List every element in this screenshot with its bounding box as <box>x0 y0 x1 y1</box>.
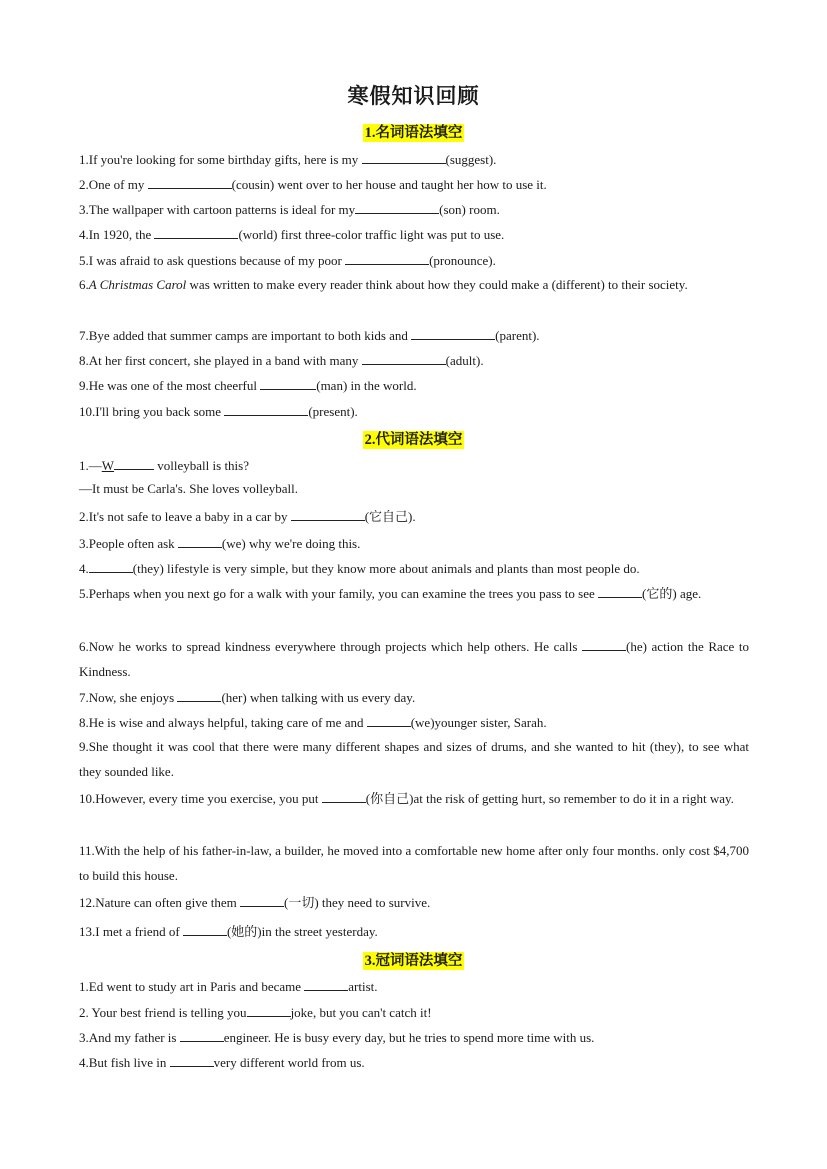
question-text: (一切) they need to survive. <box>284 895 431 910</box>
answer-blank[interactable] <box>180 1029 224 1042</box>
question-1-7 <box>79 327 749 344</box>
question-text: 12.Nature can often give them <box>79 895 240 910</box>
question-text: 4.In 1920, the <box>79 227 155 242</box>
question-text: (we) why we're doing this. <box>221 536 361 551</box>
question-text: artist. <box>348 979 378 994</box>
question-text: joke, but you can't catch it! <box>290 1005 432 1020</box>
question-1-4 <box>79 226 749 243</box>
answer-blank[interactable] <box>240 894 284 907</box>
question-text: 1.Ed went to study art in Paris and became <box>79 979 305 994</box>
question-1-2 <box>79 176 749 193</box>
question-text: (her) when talking with us every day. <box>221 690 416 705</box>
question-text: (cousin) went over to her house and taught her how to use it. <box>231 177 547 192</box>
question-text: 2.It's not safe to leave a baby in a car by <box>79 509 291 524</box>
question-text: (你自己)at the risk of getting hurt, so remember to do it in a right way. <box>365 791 734 806</box>
question-2-3 <box>79 535 749 552</box>
answer-blank[interactable] <box>183 923 227 936</box>
answer-blank[interactable] <box>260 377 316 390</box>
answer-blank[interactable] <box>224 403 308 416</box>
question-text: 5.Perhaps when you next go for a walk with your family, you can examine the trees you pass to see <box>79 586 599 601</box>
answer-blank[interactable] <box>322 790 366 803</box>
answer-blank[interactable] <box>178 535 222 548</box>
question-2-7 <box>79 689 749 706</box>
section-1-heading <box>0 121 827 142</box>
question-text: (world) first three-color traffic light was put to use. <box>238 227 505 242</box>
question-1-5 <box>79 252 749 269</box>
question-text: (它的) age. <box>642 586 702 601</box>
answer-blank[interactable] <box>362 352 446 365</box>
question-text: very different world from us. <box>213 1055 365 1070</box>
question-text: 7.Now, she enjoys <box>79 690 178 705</box>
question-text: volleyball is this? <box>154 458 249 473</box>
question-text: A Christmas Carol <box>88 277 187 292</box>
answer-blank[interactable] <box>304 978 348 991</box>
question-text: 2.One of my <box>79 177 148 192</box>
section-2-heading <box>0 428 827 449</box>
question-2-9 <box>79 734 749 784</box>
answer-blank[interactable] <box>598 585 642 598</box>
question-text: (present). <box>308 404 358 419</box>
question-3-3 <box>79 1029 749 1046</box>
question-2-5 <box>79 581 749 606</box>
question-2-12 <box>79 894 749 911</box>
question-1-10 <box>79 403 749 420</box>
question-2-10 <box>79 786 749 811</box>
answer-blank[interactable] <box>291 508 365 521</box>
question-text: 8.He is wise and always helpful, taking care of me and <box>79 715 367 730</box>
question-text: 6.Now he works to spread kindness everywhere through projects which help others. He calls <box>79 639 583 654</box>
question-3-4 <box>79 1054 749 1071</box>
question-text: 4. <box>79 561 89 576</box>
question-text: W <box>101 458 115 473</box>
answer-blank[interactable] <box>170 1054 214 1067</box>
answer-blank[interactable] <box>355 201 439 214</box>
answer-blank[interactable] <box>154 226 238 239</box>
question-text: 10.However, every time you exercise, you put <box>79 791 322 806</box>
question-text: was written to make every reader think about how they could make a (different) to their society. <box>186 277 688 292</box>
question-text: 9.He was one of the most cheerful <box>79 378 261 393</box>
question-text: 11.With the help of his father-in-law, a builder, he moved into a comfortable new home after only four months. only cost $4,700 to build this house. <box>79 843 749 883</box>
answer-blank[interactable] <box>582 638 626 651</box>
question-text: 3.People often ask <box>79 536 178 551</box>
question-text: (她的)in the street yesterday. <box>226 924 378 939</box>
question-text: (parent). <box>495 328 540 343</box>
question-text: 10.I'll bring you back some <box>79 404 225 419</box>
question-2-8 <box>79 714 749 731</box>
question-3-1 <box>79 978 749 995</box>
question-2-2 <box>79 508 749 525</box>
question-text: (pronounce). <box>429 253 496 268</box>
question-text: (we)younger sister, Sarah. <box>410 715 547 730</box>
question-text: 1.If you're looking for some birthday gifts, here is my <box>79 152 362 167</box>
answer-blank[interactable] <box>89 560 133 573</box>
section-heading-text: 3.冠词语法填空 <box>364 953 463 969</box>
question-text: (它自己). <box>364 509 416 524</box>
question-1-1 <box>79 151 749 168</box>
answer-blank[interactable] <box>114 457 154 470</box>
question-1-8 <box>79 352 749 369</box>
question-text: (adult). <box>445 353 484 368</box>
question-2-1 <box>79 457 749 474</box>
question-text: (he) action the Race to Kindness. <box>79 639 749 679</box>
answer-blank[interactable] <box>148 176 232 189</box>
question-text: 8.At her first concert, she played in a band with many <box>79 353 362 368</box>
answer-blank[interactable] <box>247 1004 291 1017</box>
question-text: 5.I was afraid to ask questions because of my poor <box>79 253 346 268</box>
question-2-4 <box>79 560 749 577</box>
question-text: 3.The wallpaper with cartoon patterns is ideal for my <box>79 202 356 217</box>
question-2-11 <box>79 838 749 888</box>
question-text: 13.I met a friend of <box>79 924 183 939</box>
section-heading-text: 2.代词语法填空 <box>364 432 463 448</box>
question-text: —It must be Carla's. She loves volleyball. <box>79 481 298 496</box>
question-1-9 <box>79 377 749 394</box>
answer-2-1 <box>79 481 749 497</box>
answer-blank[interactable] <box>345 252 429 265</box>
question-text: 4.But fish live in <box>79 1055 170 1070</box>
question-2-13 <box>79 923 749 940</box>
answer-blank[interactable] <box>367 714 411 727</box>
question-text: 7.Bye added that summer camps are important to both kids and <box>79 328 412 343</box>
section-heading-text: 1.名词语法填空 <box>364 125 463 141</box>
question-text: 2. Your best friend is telling you <box>79 1005 247 1020</box>
answer-blank[interactable] <box>177 689 221 702</box>
answer-blank[interactable] <box>411 327 495 340</box>
question-1-6 <box>79 272 749 297</box>
page-title: 寒假知识回顾 <box>347 84 480 108</box>
question-text: engineer. He is busy every day, but he tries to spend more time with us. <box>223 1030 595 1045</box>
question-text: 3.And my father is <box>79 1030 180 1045</box>
question-text: 1.— <box>79 458 102 473</box>
answer-blank[interactable] <box>362 151 446 164</box>
question-text: (man) in the world. <box>316 378 417 393</box>
question-text: 6. <box>79 277 89 292</box>
question-1-3 <box>79 201 749 218</box>
question-text: (suggest). <box>445 152 497 167</box>
question-2-6 <box>79 634 749 684</box>
question-text: (son) room. <box>439 202 500 217</box>
question-text: 9.She thought it was cool that there were many different shapes and sizes of drums, and she wanted to hit (they), to see what they sounded like. <box>79 739 749 779</box>
section-3-heading <box>0 949 827 970</box>
question-3-2 <box>79 1004 749 1021</box>
question-text: (they) lifestyle is very simple, but they know more about animals and plants than most people do. <box>132 561 640 576</box>
